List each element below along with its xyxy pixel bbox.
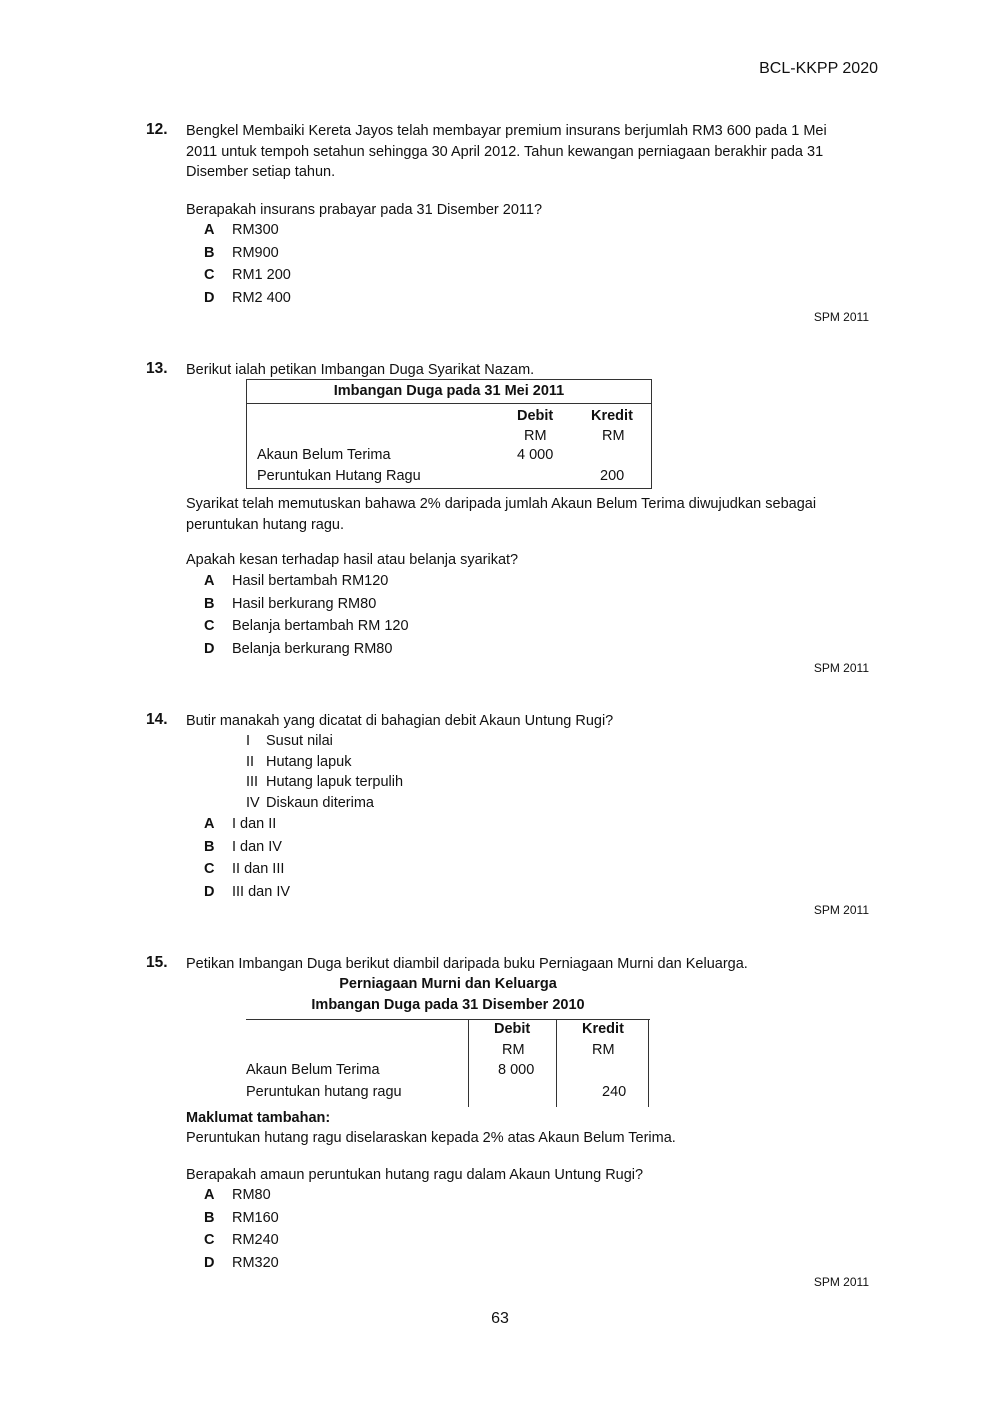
option-text: RM300 (232, 222, 279, 238)
option-letter: A (204, 816, 215, 832)
option-text: RM160 (232, 1209, 279, 1226)
table-divider (556, 1020, 557, 1107)
item-text: Hutang lapuk (266, 753, 352, 770)
option-text: RM900 (232, 244, 279, 261)
item-number: IV (246, 794, 260, 811)
table-row-label: Peruntukan Hutang Ragu (257, 468, 421, 484)
option-d[interactable] (204, 638, 409, 661)
option-text: Hasil berkurang RM80 (232, 595, 377, 612)
option-d[interactable] (204, 1252, 279, 1275)
trial-balance-table-13 (246, 379, 652, 489)
option-b[interactable] (204, 593, 409, 616)
option-letter: C (204, 861, 215, 877)
item-number: II (246, 753, 255, 770)
option-letter: B (204, 244, 215, 261)
option-b[interactable] (204, 1207, 279, 1230)
option-b[interactable] (204, 836, 290, 859)
option-text: Belanja bertambah RM 120 (232, 618, 409, 634)
option-letter: B (204, 595, 215, 612)
column-header-debit: Debit (517, 408, 554, 424)
question-14-source: SPM 2011 (813, 903, 869, 917)
question-15-options (204, 1184, 279, 1274)
question-12-line: Bengkel Membaiki Kereta Jayos telah membayar premium insurans berjumlah RM3 600 pada 1 Mei (186, 123, 827, 139)
option-a[interactable] (204, 813, 290, 836)
question-15-prompt: Berapakah amaun peruntukan hutang ragu dalam Akaun Untung Rugi? (186, 1167, 644, 1183)
option-letter: C (204, 267, 215, 283)
item-number: III (246, 774, 259, 790)
option-a[interactable] (204, 1184, 279, 1207)
page-header: BCL-KKPP 2020 (759, 60, 878, 77)
question-13-prompt: Apakah kesan terhadap hasil atau belanja syarikat? (186, 552, 519, 568)
question-13-number: 13. (146, 360, 168, 377)
option-text: I dan II (232, 816, 277, 832)
extra-info-text: Peruntukan hutang ragu diselaraskan kepada 2% atas Akaun Belum Terima. (186, 1130, 676, 1146)
option-letter: A (204, 573, 215, 589)
question-15-source: SPM 2011 (813, 1275, 869, 1289)
option-letter: D (204, 640, 215, 657)
option-letter: C (204, 618, 215, 634)
question-15-number: 15. (146, 954, 168, 971)
question-13-intro: Berikut ialah petikan Imbangan Duga Syarikat Nazam. (186, 362, 535, 378)
option-letter: A (204, 1187, 215, 1203)
option-a[interactable] (204, 570, 409, 593)
option-text: RM80 (232, 1187, 271, 1203)
question-14-options (204, 813, 290, 903)
table-row-label: Akaun Belum Terima (257, 447, 391, 463)
option-b[interactable] (204, 242, 291, 265)
option-a[interactable] (204, 219, 291, 242)
question-14-items (246, 731, 403, 813)
option-text: Hasil bertambah RM120 (232, 573, 389, 589)
item-text: Diskaun diterima (266, 794, 374, 811)
question-12-prompt: Berapakah insurans prabayar pada 31 Disember 2011? (186, 202, 543, 218)
list-item (246, 752, 403, 773)
question-14-prompt: Butir manakah yang dicatat di bahagian debit Akaun Untung Rugi? (186, 713, 614, 729)
option-text: RM2 400 (232, 289, 291, 306)
question-12-text (186, 121, 827, 183)
option-text: II dan III (232, 861, 285, 877)
option-c[interactable] (204, 264, 291, 287)
column-header-kredit: Kredit (582, 1021, 624, 1037)
option-text: III dan IV (232, 883, 291, 900)
question-13-line: Syarikat telah memutuskan bahawa 2% daripada jumlah Akaun Belum Terima diwujudkan sebagai (186, 496, 817, 512)
question-13-text (186, 494, 816, 535)
table-cell-kredit: 200 (600, 468, 625, 484)
item-number: I (246, 733, 251, 749)
option-text: RM320 (232, 1254, 279, 1271)
list-item (246, 731, 403, 752)
option-letter: C (204, 1232, 215, 1248)
list-item (246, 793, 403, 814)
option-d[interactable] (204, 881, 290, 904)
question-15-intro: Petikan Imbangan Duga berikut diambil daripada buku Perniagaan Murni dan Keluarga. (186, 956, 748, 972)
option-c[interactable] (204, 1229, 279, 1252)
option-letter: D (204, 1254, 215, 1271)
table-cell-kredit: 240 (602, 1084, 627, 1100)
option-c[interactable] (204, 858, 290, 881)
question-12-number: 12. (146, 121, 168, 138)
option-letter: A (204, 222, 215, 238)
column-unit-debit: RM (502, 1042, 525, 1058)
table-15-title (246, 974, 650, 1015)
question-13-options (204, 570, 409, 660)
table-row-label: Akaun Belum Terima (246, 1062, 380, 1078)
option-text: Belanja berkurang RM80 (232, 640, 393, 657)
table-row-label: Peruntukan hutang ragu (246, 1084, 402, 1100)
column-header-kredit: Kredit (591, 408, 633, 424)
table-divider (648, 1020, 649, 1107)
table-title: Imbangan Duga pada 31 Mei 2011 (247, 380, 651, 404)
question-12-line: 2011 untuk tempoh setahun sehingga 30 April 2012. Tahun kewangan perniagaan berakhir pada 31 (186, 143, 824, 160)
page-number: 63 (491, 1310, 509, 1327)
table-title-business: Perniagaan Murni dan Keluarga (339, 976, 557, 992)
option-letter: D (204, 883, 215, 900)
question-12-options (204, 219, 291, 309)
column-header-debit: Debit (494, 1021, 531, 1037)
table-cell-debit: 4 000 (517, 447, 554, 463)
question-12-source: SPM 2011 (813, 310, 869, 324)
question-14-number: 14. (146, 711, 168, 728)
question-13-source: SPM 2011 (813, 661, 869, 675)
option-text: I dan IV (232, 838, 282, 855)
question-13-line: peruntukan hutang ragu. (186, 516, 345, 533)
option-letter: B (204, 838, 215, 855)
trial-balance-table-15 (246, 1019, 650, 1107)
option-text: RM1 200 (232, 267, 291, 283)
option-c[interactable] (204, 615, 409, 638)
table-title-trial-balance: Imbangan Duga pada 31 Disember 2010 (311, 996, 585, 1013)
option-text: RM240 (232, 1232, 279, 1248)
option-letter: B (204, 1209, 215, 1226)
column-unit-kredit: RM (602, 428, 625, 444)
column-unit-debit: RM (524, 428, 547, 444)
table-cell-debit: 8 000 (498, 1062, 535, 1078)
extra-info-heading: Maklumat tambahan: (186, 1110, 331, 1126)
question-12-line: Disember setiap tahun. (186, 164, 336, 180)
item-text: Susut nilai (266, 733, 333, 749)
option-d[interactable] (204, 287, 291, 310)
table-divider (468, 1020, 469, 1107)
option-letter: D (204, 289, 215, 306)
list-item (246, 772, 403, 793)
column-unit-kredit: RM (592, 1042, 615, 1058)
item-text: Hutang lapuk terpulih (266, 774, 404, 790)
